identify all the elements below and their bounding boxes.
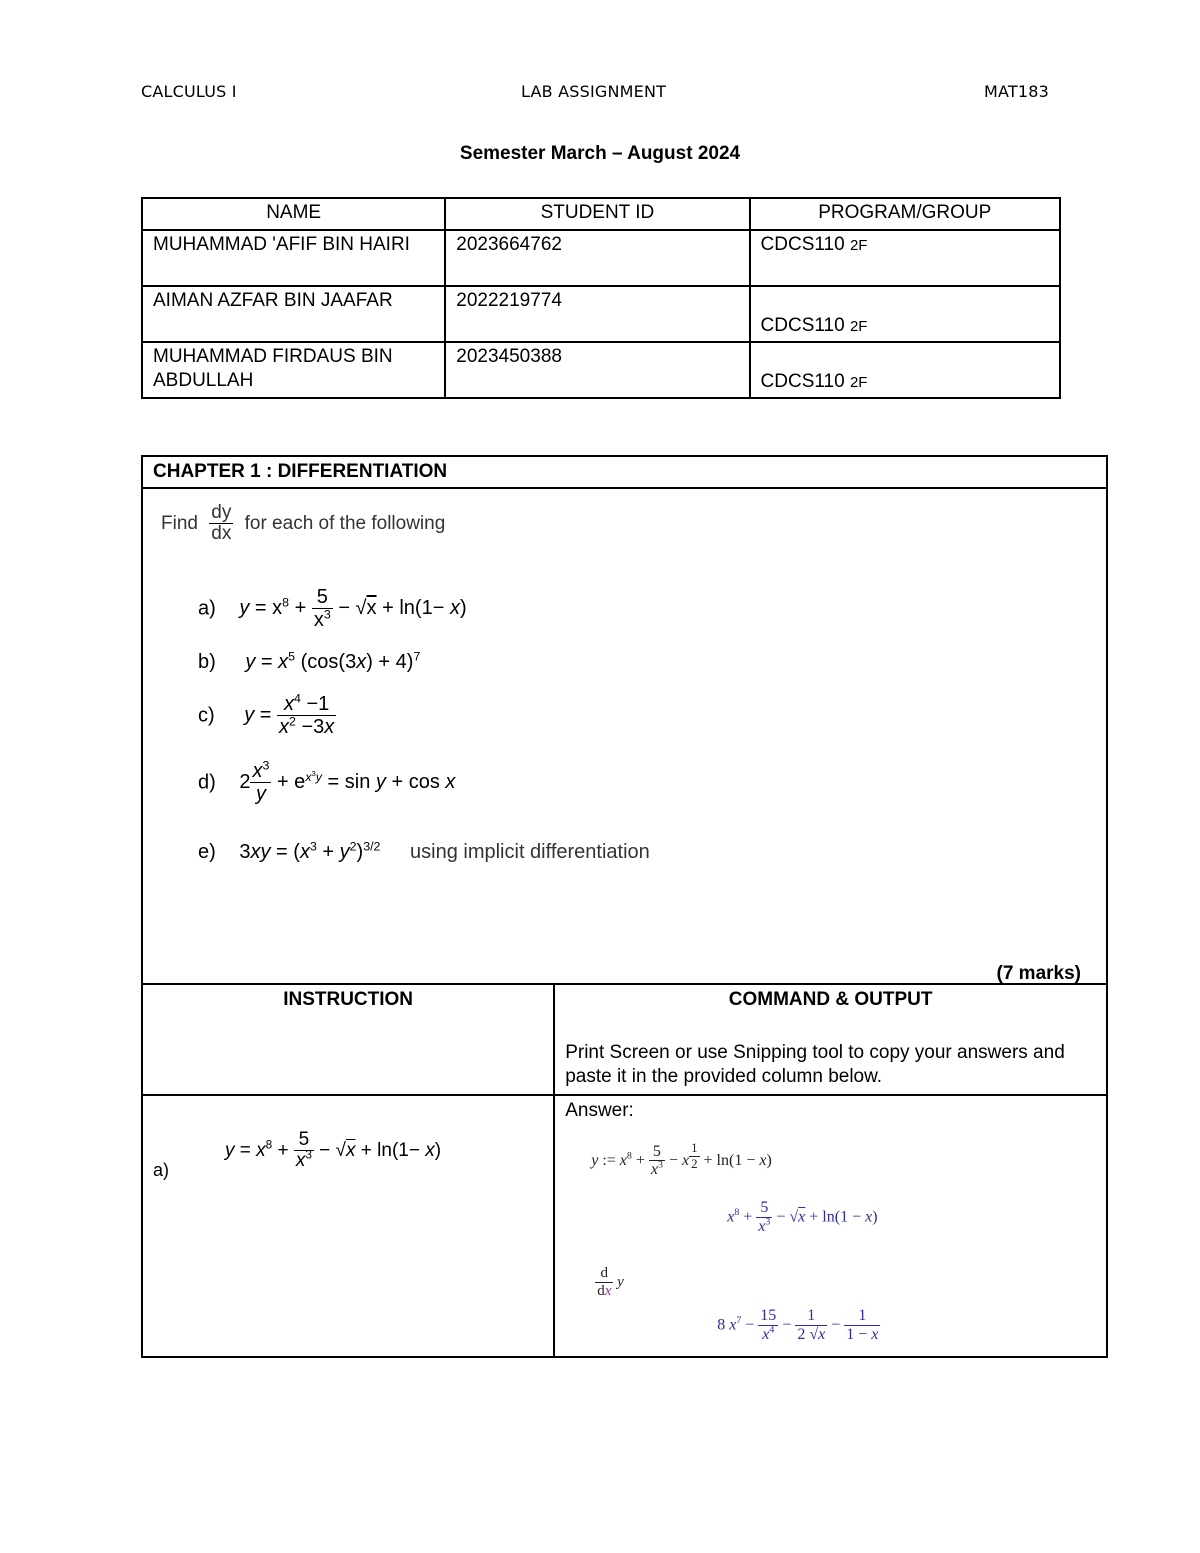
col-program-header: PROGRAM/GROUP [750,198,1060,230]
header-code: MAT183 [984,82,1050,101]
group-code: 2F [849,237,868,254]
maple-output-line: $x^8$ + $\frac{5}{x^3}$ − √x + ln(1 − x) [727,1199,878,1235]
question-label: c) [198,704,215,727]
student-id: 2022219774 [445,286,749,342]
student-table [141,197,1061,399]
question-d: d) 2 $\frac{x^3}{y}$ + $e^{x^3y} = \sin y + \cos x$ [198,758,456,805]
frac-den: dx [211,522,232,544]
student-name: MUHAMMAD 'AFIF BIN HAIRI [142,230,445,286]
question-e: e) $3xy = (x^3 + y^2)^{3/2}$ using implicit differentiation [198,839,650,863]
maple-input-line: y := $x^8$ + $\frac{5}{x^3}$ − x $^{\frac{1}{2}}$ + ln(1 − x) [591,1141,772,1179]
question-c: c) y = $\frac{x^4 -1}{x^2 -3x}$ [198,691,335,738]
program-code: CDCS110 [760,315,845,336]
program-code: CDCS110 [760,371,845,392]
maple-diff-command: $\frac{d}{dx}$ y [597,1265,624,1299]
dy-dx-fraction [209,503,233,545]
question-panel [142,488,1107,984]
student-name: MUHAMMAD FIRDAUS BIN ABDULLAH [142,342,445,398]
group-code: 2F [849,318,868,335]
answer-label: Answer: [565,1100,634,1121]
answer-label-a: a) [153,1160,170,1180]
question-b: b) $y = x^5$ $(\cos(3x) + 4)^7$ [198,649,421,673]
student-name: AIMAN AZFAR BIN JAAFAR [142,286,445,342]
find-suffix: for each of the following [244,512,446,534]
student-program [750,230,1060,286]
answer-output-cell [554,1095,1107,1357]
chapter-title: CHAPTER 1 : DIFFERENTIATION [142,456,1107,488]
find-instruction [161,503,445,545]
command-cell [554,984,1107,1095]
command-header: COMMAND & OUTPUT [728,989,933,1010]
chapter-table [141,455,1108,1358]
table-row [142,230,1060,286]
semester-title: Semester March – August 2024 [459,143,741,164]
frac-num: dy [211,502,232,523]
student-program [750,342,1060,398]
find-prefix: Find [161,512,198,534]
answer-question-equation: $y = x^8$ + $\frac{5}{x^3}$ − √x + ln(1− x) [225,1129,442,1171]
question-label: d) [198,771,216,794]
student-id: 2023664762 [445,230,749,286]
marks-label: (7 marks) [996,963,1081,984]
col-id-header: STUDENT ID [445,198,749,230]
group-code: 2F [849,374,868,391]
question-a: a) $y = x^8$ + $\frac{5}{x^3}$ − √x + ln(1− x) [198,586,467,631]
student-program [750,286,1060,342]
instruction-header: INSTRUCTION [142,984,554,1095]
question-label: a) [198,597,216,620]
program-code: CDCS110 [760,234,845,255]
header-title: LAB ASSIGNMENT [521,82,667,101]
question-label: b) [198,651,216,673]
col-name-header: NAME [142,198,445,230]
table-row [142,342,1060,398]
student-table-header [142,198,1060,230]
header-course: CALCULUS I [141,82,237,101]
answer-question-cell [142,1095,554,1357]
student-id: 2023450388 [445,342,749,398]
maple-derivative-output: 8 $x^7$ − $\frac{15}{x^4}$ − $\frac{1}{2 √x}$ − $\frac{1}{1 - x}$ [717,1307,879,1343]
question-label: e) [198,841,216,863]
instruction-text: Print Screen or use Snipping tool to copy your answers and paste it in the provided column below. [565,1042,1065,1087]
question-e-note: using implicit differentiation [410,841,650,863]
table-row [142,286,1060,342]
